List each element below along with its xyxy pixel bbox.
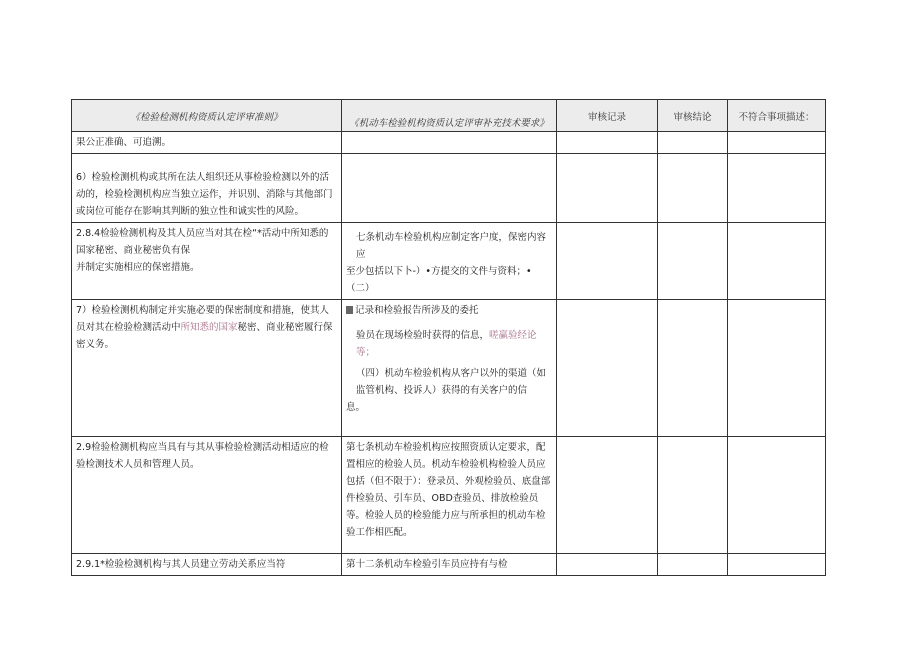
audit-record-cell[interactable] [557,223,658,300]
supplement-cell [342,554,557,576]
cell-text: 第七条机动车检验机构应按照资质认定要求，配置相应的检验人员。机动车检验机构检验人员应包括（但不限于）：登录员、外观检验员、底盘部件检验员、引车员、OBD查验员、排放检验员等。检验人员的检验能力应与所承担的机动车检验工作相匹配。 [346,442,551,538]
table-row [72,154,826,223]
header-supplement: 《机动车检验机构资质认定评审补充技术要求》 [342,100,557,132]
header-nonconformity: 不符合事项描述： [728,100,826,132]
supplement-cell [342,154,557,223]
audit-record-cell[interactable] [557,154,658,223]
audit-conclusion-cell[interactable] [658,300,728,437]
criteria-cell [72,223,342,300]
supplement-cell [342,132,557,154]
highlighted-text: 所知悉的国家 [180,322,238,333]
supplement-cell [342,223,557,300]
cell-text: 至少包括以下卜-）•方提交的文件与资料；•（二） [346,266,532,294]
nonconformity-cell[interactable] [728,154,826,223]
cell-text: 7）检验检测机构制定并实施必要的保密制度和措施，使其人员对其在检验检测活动中所知悉的国家秘密、商业秘密履行保密义务。 [76,305,333,350]
supplement-cell [342,300,557,437]
audit-conclusion-cell[interactable] [658,554,728,576]
audit-record-cell[interactable] [557,300,658,437]
header-audit-record: 审核记录 [557,100,658,132]
supplement-cell [342,437,557,554]
audit-record-cell[interactable] [557,437,658,554]
criteria-cell [72,132,342,154]
nonconformity-cell[interactable] [728,223,826,300]
cell-text: 2.9检验检测机构应当具有与其从事检验检测活动相适应的检验检测技术人员和管理人员。 [76,442,329,470]
audit-conclusion-cell[interactable] [658,154,728,223]
header-audit-conclusion: 审核结论 [658,100,728,132]
audit-conclusion-cell[interactable] [658,437,728,554]
review-table [71,99,826,576]
cell-text: 息。 [346,402,366,413]
cell-text: 记录和检验报告所涉及的委托 [346,302,552,319]
criteria-cell [72,300,342,437]
nonconformity-cell[interactable] [728,300,826,437]
header-criteria: 《检验检测机构资质认定评审准则》 [72,100,342,132]
cell-text: （四）机动车检验机构从客户以外的渠道（如监管机构、投诉人）获得的有关客户的信 [356,368,547,396]
criteria-cell [72,154,342,223]
audit-record-cell[interactable] [557,554,658,576]
cell-text: 果公正准确、可追溯。 [76,137,172,148]
criteria-cell [72,437,342,554]
header-row [72,100,826,132]
audit-record-cell[interactable] [557,132,658,154]
cell-text: 2.9.1*检验检测机构与其人员建立劳动关系应当符 [76,559,286,570]
cell-text: 6）检验检测机构或其所在法人组织还从事检验检测以外的活动的，检验检测机构应当独立运作，并识别、消除与其他部门或岗位可能存在影响其判断的独立性和诚实性的风险。 [76,172,333,217]
cell-text: 验员在现场检验时获得的信息，嗟赢验经论等； [356,330,537,358]
cell-text: 七条机动车检验机构应制定客户度，保密内容应 [356,232,547,260]
table-row [72,132,826,154]
table-row [72,300,826,437]
cell-text: 2.8.4检验检测机构及其人员应当对其在检“*活动中所知悉的国家秘密、商业秘密负有保 [76,228,329,256]
nonconformity-cell[interactable] [728,554,826,576]
table-row [72,223,826,300]
criteria-cell [72,554,342,576]
cell-text: 第十二条机动车检验引车员应持有与检 [346,559,508,570]
nonconformity-cell[interactable] [728,437,826,554]
audit-conclusion-cell[interactable] [658,132,728,154]
cell-text: 并制定实施相应的保密措施。 [76,262,200,273]
nonconformity-cell[interactable] [728,132,826,154]
table-row [72,554,826,576]
square-marker-icon [346,306,353,314]
table-row [72,437,826,554]
audit-conclusion-cell[interactable] [658,223,728,300]
